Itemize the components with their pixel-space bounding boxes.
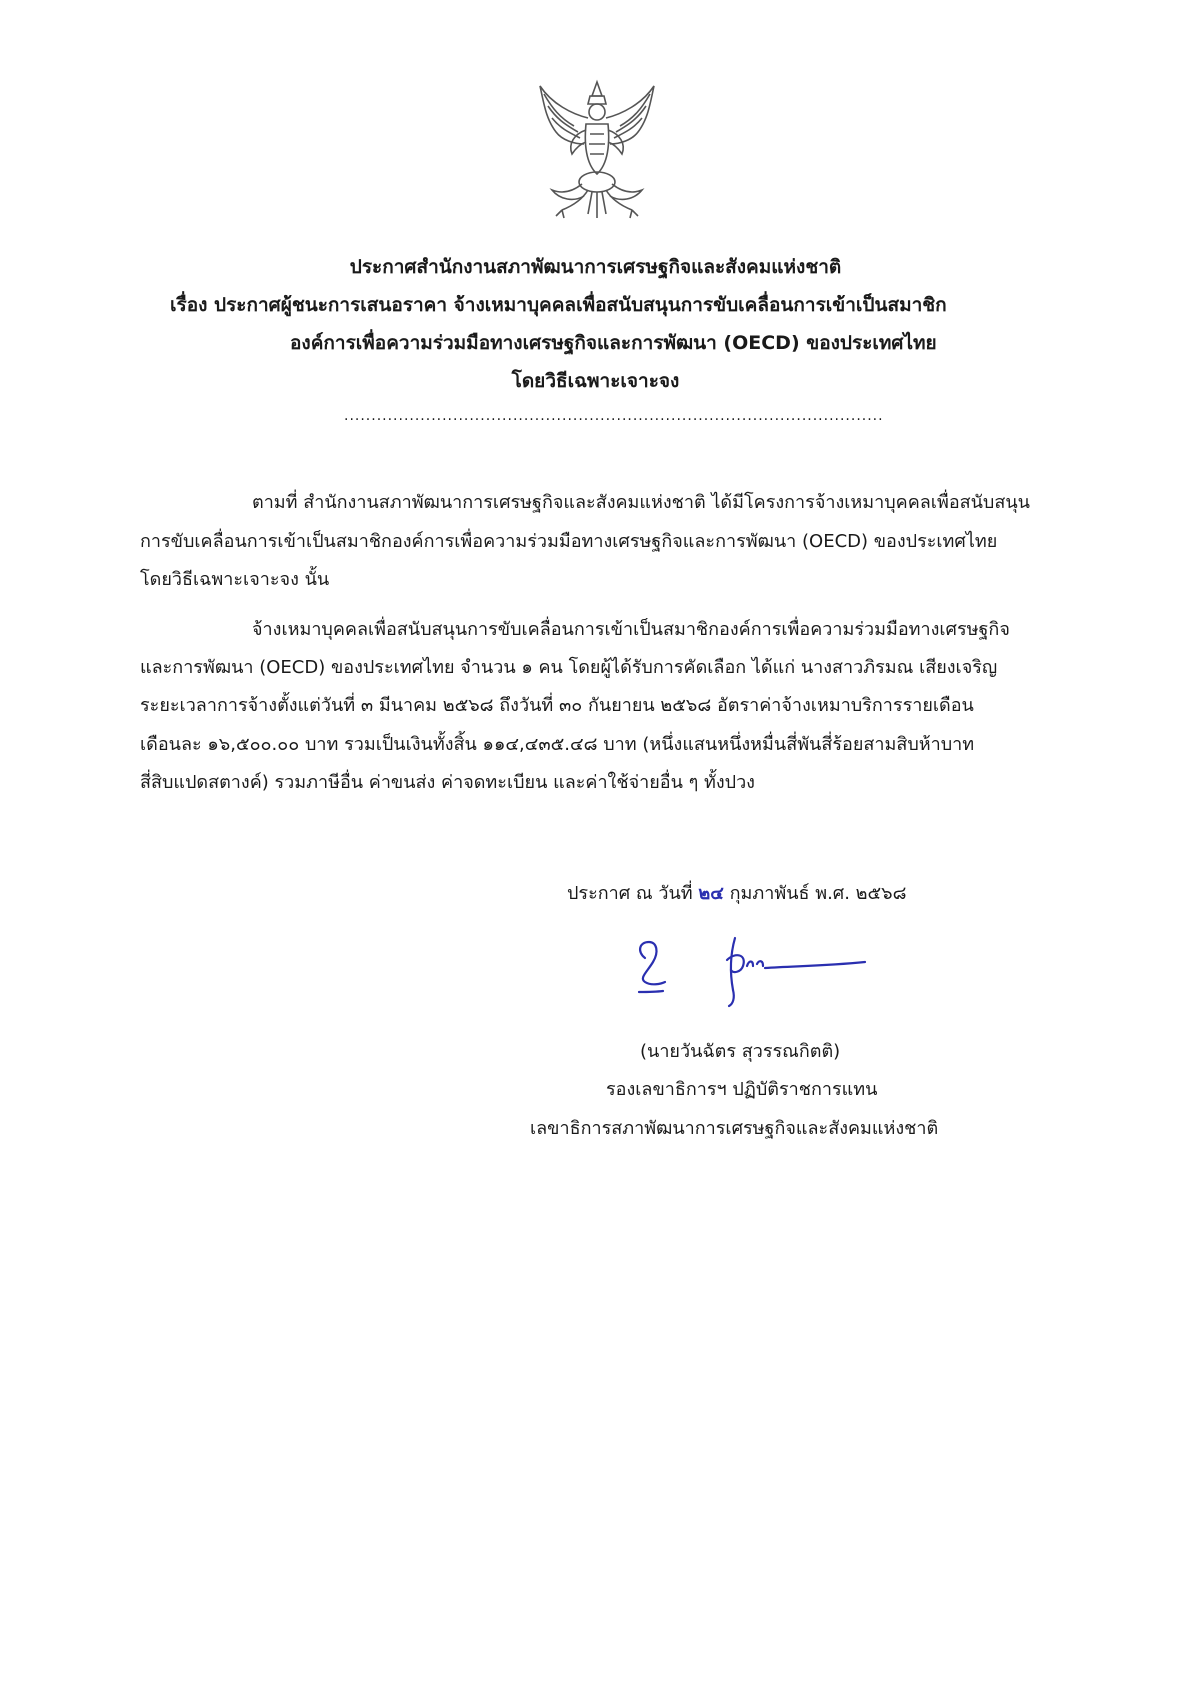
paragraph-1-line: ตามที่ สำนักงานสภาพัฒนาการเศรษฐกิจและสังคมแห่งชาติ ได้มีโครงการจ้างเหมาบุคคลเพื่อสนับสนุน	[252, 492, 1030, 513]
dotted-separator: ...................................................................................................	[344, 408, 884, 424]
signatory-position: รองเลขาธิการฯ ปฏิบัติราชการแทน	[606, 1079, 878, 1100]
paragraph-2-line: จ้างเหมาบุคคลเพื่อสนับสนุนการขับเคลื่อนการเข้าเป็นสมาชิกองค์การเพื่อความร่วมมือทางเศรษฐกิจ	[252, 619, 1010, 640]
announcement-prefix: ประกาศ ณ วันที่	[567, 883, 693, 904]
garuda-emblem-icon	[522, 74, 672, 224]
announcement-month-year: กุมภาพันธ์ พ.ศ. ๒๕๖๘	[729, 883, 907, 904]
signatory-position: เลขาธิการสภาพัฒนาการเศรษฐกิจและสังคมแห่งชาติ	[530, 1118, 939, 1139]
announcement-date	[567, 878, 906, 907]
handwritten-signature	[625, 930, 885, 1010]
subject-line: โดยวิธีเฉพาะเจาะจง	[511, 370, 680, 392]
paragraph-2-line: สี่สิบแปดสตางค์) รวมภาษีอื่น ค่าขนส่ง ค่าจดทะเบียน และค่าใช้จ่ายอื่น ๆ ทั้งปวง	[140, 772, 755, 793]
document-title: ประกาศสำนักงานสภาพัฒนาการเศรษฐกิจและสังคมแห่งชาติ	[349, 256, 842, 278]
paragraph-2-line: และการพัฒนา (OECD) ของประเทศไทย จำนวน ๑ คน โดยผู้ได้รับการคัดเลือก ได้แก่ นางสาวภิรมณ เสียงเจริญ	[140, 657, 998, 678]
paragraph-2-line: เดือนละ ๑๖,๕๐๐.๐๐ บาท รวมเป็นเงินทั้งสิ้น ๑๑๔,๔๓๕.๔๘ บาท (หนึ่งแสนหนึ่งหมื่นสี่พันสี่ร้อยสามสิบห้าบาท	[140, 734, 975, 755]
announcement-day: ๒๔	[698, 883, 724, 904]
paragraph-1-line: โดยวิธีเฉพาะเจาะจง นั้น	[140, 569, 330, 590]
paragraph-2-line: ระยะเวลาการจ้างตั้งแต่วันที่ ๓ มีนาคม ๒๕๖๘ ถึงวันที่ ๓๐ กันยายน ๒๕๖๘ อัตราค่าจ้างเหมาบริการรายเดือน	[140, 695, 974, 716]
signatory-name: (นายวันฉัตร สุวรรณกิตติ)	[640, 1041, 841, 1062]
paragraph-1-line: การขับเคลื่อนการเข้าเป็นสมาชิกองค์การเพื่อความร่วมมือทางเศรษฐกิจและการพัฒนา (OECD) ของประเทศไทย	[140, 531, 998, 552]
subject-line: องค์การเพื่อความร่วมมือทางเศรษฐกิจและการพัฒนา (OECD) ของประเทศไทย	[290, 332, 937, 354]
subject-line: เรื่อง ประกาศผู้ชนะการเสนอราคา จ้างเหมาบุคคลเพื่อสนับสนุนการขับเคลื่อนการเข้าเป็นสมาชิก	[170, 294, 947, 316]
